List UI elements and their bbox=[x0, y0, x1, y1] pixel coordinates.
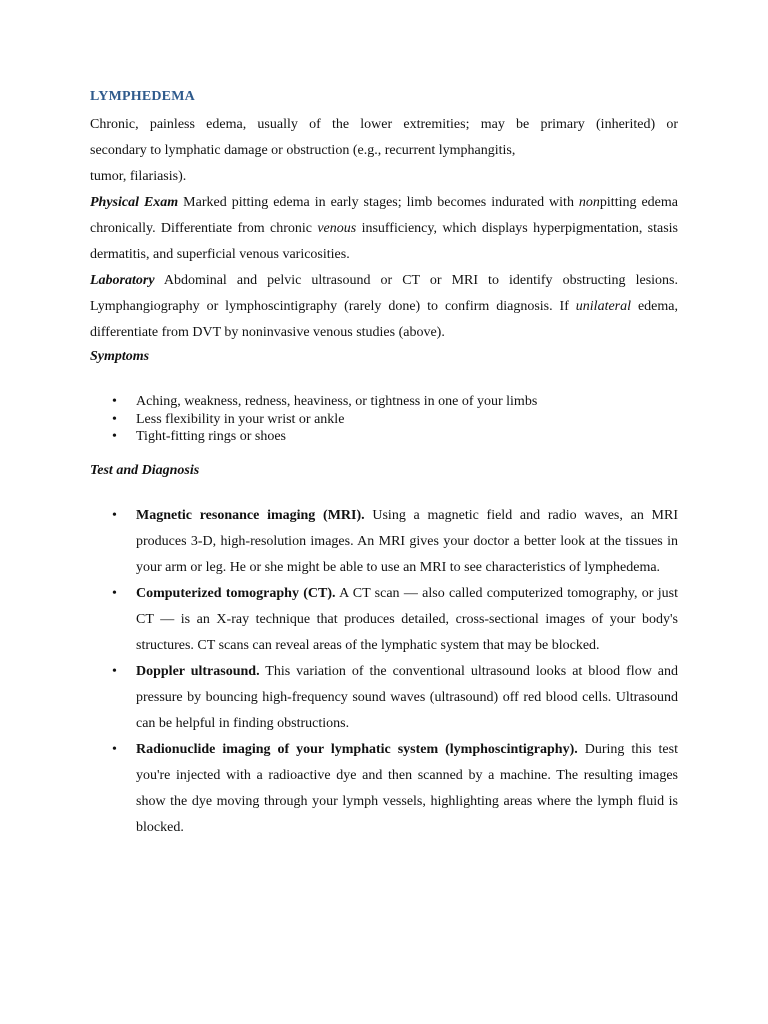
test-description: During this test you're injected with a radioactive dye and then scanned by a machine. The resulting images show the dye moving through your lymph vessels, highlighting areas where the lymph fluid is blocked. bbox=[136, 742, 678, 835]
test-description: This variation of the conventional ultrasound looks at blood flow and pressure by bouncing high-frequency sound waves (ultrasound) off red blood cells. Ultrasound can be helpful in finding obstructions. bbox=[136, 664, 678, 731]
list-item bbox=[112, 737, 678, 841]
physical-exam-text: Marked pitting edema in early stages; limb becomes indurated with bbox=[178, 195, 579, 210]
laboratory-text: edema, differentiate from DVT by noninvasive venous studies (above). bbox=[90, 299, 678, 340]
physical-exam-label: Physical Exam bbox=[90, 195, 179, 210]
physical-exam-paragraph bbox=[90, 190, 678, 268]
list-item bbox=[112, 503, 678, 581]
intro-paragraph bbox=[90, 112, 678, 190]
list-item: • Tight-fitting rings or shoes bbox=[112, 428, 537, 446]
physical-exam-text: insufficiency, which displays hyperpigmentation, stasis dermatitis, and superficial venous varicosities. bbox=[90, 221, 678, 262]
list-item: • Aching, weakness, redness, heaviness, or tightness in one of your limbs bbox=[112, 393, 537, 411]
symptoms-list bbox=[112, 393, 537, 446]
tests-list bbox=[112, 503, 678, 841]
test-description: A CT scan — also called computerized tomography, or just CT — is an X-ray technique that produces detailed, cross-sectional images of your body's structures. CT scans can reveal areas of the lymphatic system that may be blocked. bbox=[136, 586, 679, 653]
laboratory-text: Abdominal and pelvic ultrasound or CT or MRI to identify obstructing lesions. Lymphangiography or lymphoscintigraphy (rarely done) to confirm diagnosis. If bbox=[90, 273, 678, 314]
test-term: Magnetic resonance imaging (MRI). bbox=[136, 508, 365, 523]
list-item bbox=[112, 581, 678, 659]
laboratory-label: Laboratory bbox=[90, 273, 155, 288]
physical-exam-text: pitting edema chronically. Differentiate from chronic bbox=[90, 195, 678, 236]
list-item bbox=[112, 659, 678, 737]
test-term: Computerized tomography (CT). bbox=[136, 586, 336, 601]
intro-line: Chronic, painless edema, usually of the lower extremities; may be primary (inherited) or bbox=[90, 117, 678, 132]
test-term: Radionuclide imaging of your lymphatic system (lymphoscintigraphy). bbox=[136, 742, 578, 757]
laboratory-emphasis: unilateral bbox=[575, 299, 632, 314]
physical-exam-emphasis: venous bbox=[317, 221, 357, 236]
symptoms-heading: Symptoms bbox=[90, 349, 150, 364]
test-diagnosis-heading: Test and Diagnosis bbox=[90, 463, 200, 478]
laboratory-paragraph bbox=[90, 268, 678, 346]
intro-line: secondary to lymphatic damage or obstruction (e.g., recurrent lymphangitis, bbox=[90, 143, 516, 158]
intro-line: tumor, filariasis). bbox=[90, 169, 187, 184]
test-description: Using a magnetic field and radio waves, an MRI produces 3-D, high-resolution images. An MRI gives your doctor a better look at the tissues in your arm or leg. He or she might be able to use an MRI to see characteristics of lymphedema. bbox=[136, 508, 678, 575]
list-item: • Less flexibility in your wrist or ankle bbox=[112, 411, 537, 429]
physical-exam-emphasis: non bbox=[578, 195, 600, 210]
test-term: Doppler ultrasound. bbox=[136, 664, 260, 679]
page-title: LYMPHEDEMA bbox=[90, 89, 195, 104]
